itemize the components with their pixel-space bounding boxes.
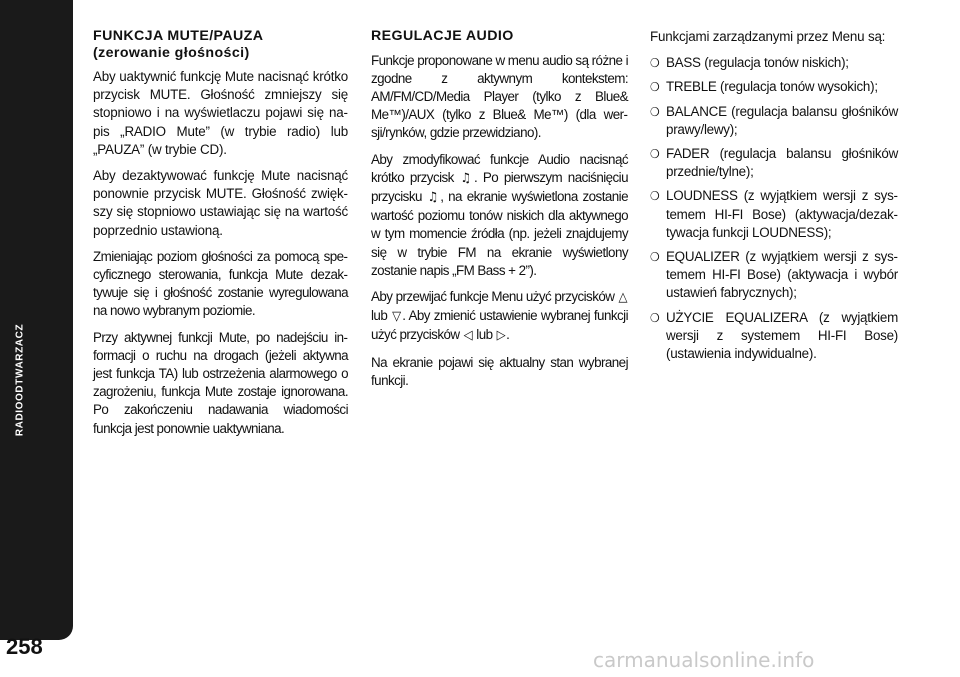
page-number: 258 [6,634,43,659]
circle-bullet-icon: ❍ [650,189,660,204]
list-item [650,309,898,364]
mute-heading [93,28,348,61]
menu-list [650,54,898,363]
list-item [650,187,898,242]
list-item-text: EQUALIZER (z wyjątkiem wersji z systemem HI-FI Bose) (aktywacja i wybór ustawień fabrycznych); [666,249,898,301]
mute-section [93,28,348,446]
mute-paragraph: Przy aktywnej funkcji Mute, po nadejściu informacji o ruchu na drogach (jeżeli aktywna jest funkcja TA) lub ostrzeżenia alarmowego o zagrożeniu, funkcja Mute zostaje ignorowana. Po zakończeniu nadawania wiadomości funkcja jest ponownie uaktywniana. [93,329,348,436]
section-label: RADIOODTWARZACZ [14,323,26,437]
list-item-text: UŻYCIE EQUALIZERA (z wyjątkiem wersji z systemem HI-FI Bose) (ustawienia indywidualne). [666,309,898,362]
list-item-text: BALANCE (regulacja balansu głośników prawy/lewy); [666,103,898,137]
circle-bullet-icon: ❍ [650,250,660,265]
music-note-icon: ♫ [460,170,473,186]
mute-heading-line1: FUNKCJA MUTE/PAUZA [93,28,264,44]
audio-text: . Po pierwszym naciśnięciu przycisku [371,169,629,204]
audio-section [371,28,628,398]
audio-text: Aby zmodyfikować funkcje Audio nacisnąć krótko przycisk [371,151,628,185]
circle-bullet-icon: ❍ [650,104,660,119]
mute-paragraph: Aby dezaktywować funkcję Mute nacisnąć ponownie przycisk MUTE. Głośność zwiększy się stopniowo ustawiając się na wartość poprzednio ustawioną. [93,168,348,238]
list-item [650,103,898,139]
list-item [650,78,898,96]
arrow-right-icon: ▷ [496,328,506,344]
mute-paragraph: Zmieniając poziom głośności za pomocą specyficznego sterowania, funkcja Mute dezaktywuje się i głośność zostanie wyregulowana na nowo wybranym poziomie. [93,248,348,319]
menu-lead: Funkcjami zarządzanymi przez Menu są: [650,29,886,44]
arrow-left-icon: ◁ [463,328,473,344]
list-item [650,248,898,303]
mute-paragraph: Aby uaktywnić funkcję Mute nacisnąć krótko przycisk MUTE. Głośność zmniejszy się stopniowo i na wyświetlaczu pojawi się napis „RADIO Mute” (w trybie radio) lub „PAUZA” (w trybie CD). [93,69,348,157]
watermark: carmanualsonline.info [593,648,815,672]
audio-text: . [506,327,510,343]
list-item [650,54,898,72]
list-item [650,145,898,181]
menu-section [650,28,898,369]
audio-paragraph [371,151,628,280]
circle-bullet-icon: ❍ [650,147,660,162]
audio-text: lub [371,308,392,324]
list-item-text: TREBLE (regulacja tonów wysokich); [666,79,878,95]
mute-heading-line2: (zerowanie głośności) [93,44,250,61]
list-item-text: LOUDNESS (z wyjątkiem wersji z systemem HI-FI Bose) (aktywacja/dezaktywacja funkcji LOUDNESS); [666,188,898,240]
music-note-icon: ♫ [427,189,440,205]
audio-text: lub [473,327,496,343]
audio-paragraph: Na ekranie pojawi się aktualny stan wybranej funkcji. [371,354,628,388]
section-side-tab [0,0,73,640]
audio-text: , na ekranie wyświetlona zostanie wartość poziomu tonów niskich dla aktywnego w tym momencie źródła (np. jeżeli znajdujemy się w trybie FM na ekranie wyświetlony zostanie napis „FM Bass + 2”). [371,188,628,278]
arrow-down-icon: ▽ [392,309,402,325]
circle-bullet-icon: ❍ [650,80,660,95]
audio-paragraph: Funkcje proponowane w menu audio są różne i zgodne z aktywnym kontekstem: AM/FM/CD/Media Player (tylko z Blue& Me™)/AUX (tylko z Blue& Me™) (dla wersji/rynków, gdzie przewidziano). [371,52,628,141]
list-item-text: FADER (regulacja balansu głośników przednie/tylne); [666,146,898,180]
list-item-text: BASS (regulacja tonów niskich); [666,55,849,71]
audio-text: Aby przewijać funkcje Menu użyć przycisków [371,288,618,304]
audio-text: . Aby zmienić ustawienie wybranej funkcji użyć przycisków [371,308,628,343]
circle-bullet-icon: ❍ [650,56,660,71]
circle-bullet-icon: ❍ [650,310,660,325]
arrow-up-icon: △ [618,289,627,305]
audio-paragraph [371,288,628,346]
audio-heading: REGULACJE AUDIO [371,28,514,44]
